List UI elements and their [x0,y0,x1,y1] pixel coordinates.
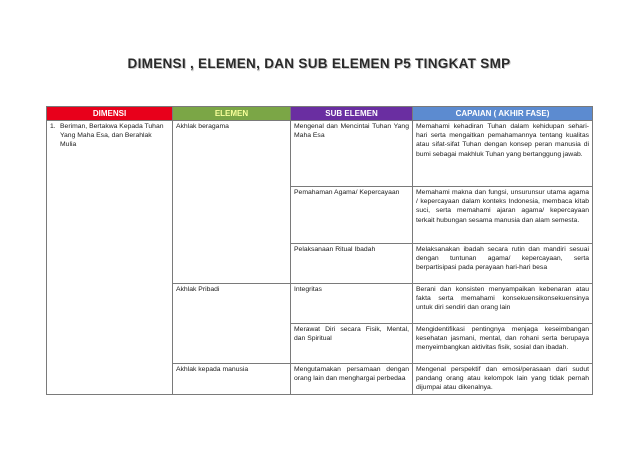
p5-table [46,106,593,395]
capaian-cell: Memahami makna dan fungsi, unsurunsur utama agama / kepercayaan dalam konteks Indonesia, membaca kitab suci, serta memahami ajaran agama/ kepercayaan terkait hubungan sesama manusia dan alam semesta. [413,187,593,244]
dimensi-number: 1. [50,123,56,130]
sub-elemen-cell: Mengenal dan Mencintai Tuhan Yang Maha Esa [291,121,413,187]
dimensi-text: Beriman, Bertakwa Kepada Tuhan Yang Maha Esa, dan Berahlak Mulia [60,123,164,149]
capaian-cell: Memahami kehadiran Tuhan dalam kehidupan sehari-hari serta mengaitkan pemahamannya tentang kualitas atau sifat-sifat Tuhan dengan konsep peran manusia di bumi sebagai makhluk Tuhan yang bertanggung jawab. [413,121,593,187]
sub-elemen-cell: Mengutamakan persamaan dengan orang lain dan menghargai perbedaa [291,364,413,395]
header-row [47,107,593,121]
capaian-cell: Melaksanakan ibadah secara rutin dan mandiri sesuai dengan tuntunan agama/ kepercayaan, serta berpartisipasi pada perayaan hari-hari besa [413,244,593,284]
capaian-cell: Mengidentifikasi pentingnya menjaga keseimbangan kesehatan jasmani, mental, dan rohani serta berupaya menyeimbangkan aktivitas fisik, sosial dan ibadah. [413,324,593,364]
table-row [47,121,593,187]
header-sub-elemen: SUB ELEMEN [291,107,413,121]
dimensi-cell [47,121,173,395]
header-elemen: ELEMEN [173,107,291,121]
sub-elemen-cell: Integritas [291,284,413,324]
sub-elemen-cell: Merawat Diri secara Fisik, Mental, dan Spiritual [291,324,413,364]
header-dimensi: DIMENSI [47,107,173,121]
page-title: DIMENSI , ELEMEN, DAN SUB ELEMEN P5 TINGKAT SMP [127,56,511,71]
elemen-cell: Akhlak Pribadi [173,284,291,364]
sub-elemen-cell: Pemahaman Agama/ Kepercayaan [291,187,413,244]
capaian-cell: Mengenal perspektif dan emosi/perasaan dari sudut pandang orang atau kelompok lain yang tidak pernah dijumpai atau dikenalnya. [413,364,593,395]
header-capaian: CAPAIAN ( AKHIR FASE) [413,107,593,121]
elemen-cell: Akhlak beragama [173,121,291,284]
elemen-cell: Akhlak kepada manusia [173,364,291,395]
capaian-cell: Berani dan konsisten menyampaikan kebenaran atau fakta serta memahami konsekuensikonsekuensinya untuk diri sendiri dan orang lain [413,284,593,324]
sub-elemen-cell: Pelaksanaan Ritual Ibadah [291,244,413,284]
